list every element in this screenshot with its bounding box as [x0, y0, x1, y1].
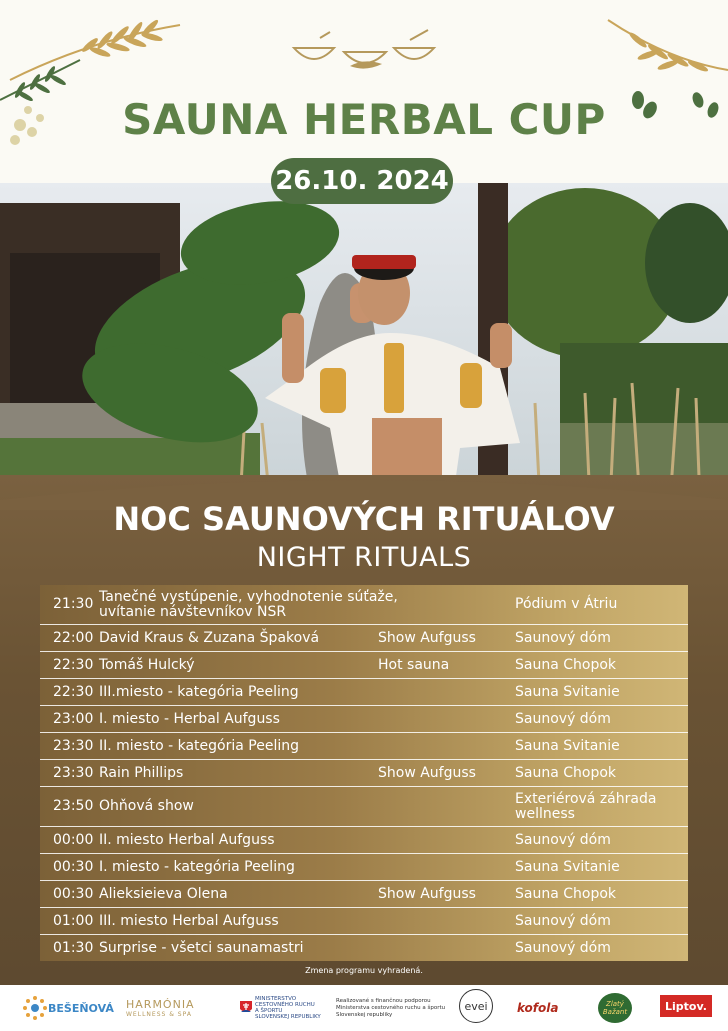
schedule-table [40, 585, 688, 961]
schedule-time: 21:30 [53, 596, 94, 612]
ministry-logo-text: MINISTERSTVO CESTOVNÉHO RUCHU A ŠPORTU SLOVENSKEJ REPUBLIKY [255, 996, 321, 1020]
schedule-event: II. miesto - kategória Peeling [99, 737, 299, 754]
schedule-event: Tanečné vystúpenie, vyhodnotenie súťaže, uvítanie návštevníkov NSR [99, 588, 398, 620]
sun-icon [22, 995, 48, 1021]
schedule-time: 00:30 [53, 885, 94, 902]
schedule-row [40, 706, 688, 733]
schedule-time: 22:30 [53, 683, 94, 700]
schedule-time: 23:00 [53, 710, 94, 727]
schedule-type [378, 733, 508, 759]
schedule-event: III.miesto - kategória Peeling [99, 683, 299, 700]
funding-note: Realizované s finančnou podporou Ministerstva cestovného ruchu a športu Slovenskej republiky [336, 997, 446, 1018]
schedule-row [40, 760, 688, 787]
section-title: NOC SAUNOVÝCH RITUÁLOV [113, 500, 615, 538]
schedule-row [40, 827, 688, 854]
schedule-place: Sauna Chopok [515, 764, 617, 781]
schedule-type [378, 585, 508, 624]
ministry-logo [240, 985, 332, 1031]
kofola-logo: kofola [517, 1001, 559, 1015]
schedule-type [378, 908, 508, 934]
evei-logo: evei [459, 989, 493, 1023]
besenova-logo [22, 985, 114, 1031]
schedule-place: Sauna Chopok [515, 656, 617, 673]
schedule-time: 00:00 [53, 831, 94, 848]
program-change-notice: Zmena programu vyhradená. [305, 966, 423, 975]
schedule-place: Saunový dóm [515, 831, 611, 848]
schedule-event: Ohňová show [99, 798, 194, 814]
schedule-place: Sauna Svitanie [515, 737, 620, 754]
schedule-row [40, 625, 688, 652]
schedule-time: 23:50 [53, 798, 94, 814]
schedule-row [40, 733, 688, 760]
schedule-event: II. miesto Herbal Aufguss [99, 831, 275, 848]
schedule-event: I. miesto - kategória Peeling [99, 858, 295, 875]
schedule-time: 22:30 [53, 656, 94, 673]
schedule-event: Rain Phillips [99, 764, 184, 781]
schedule-type [378, 935, 508, 961]
schedule-time: 00:30 [53, 858, 94, 875]
schedule-time: 23:30 [53, 737, 94, 754]
schedule-type [378, 706, 508, 732]
schedule-type: Show Aufguss [378, 885, 476, 902]
schedule-type: Hot sauna [378, 656, 450, 673]
schedule-type: Show Aufguss [378, 629, 476, 646]
schedule-row [40, 854, 688, 881]
schedule-type [378, 854, 508, 880]
harmonia-logo-subtext: WELLNESS & SPA [126, 1011, 192, 1018]
schedule-event: III. miesto Herbal Aufguss [99, 912, 279, 929]
liptov-logo: Liptov. [660, 995, 712, 1017]
schedule-row [40, 881, 688, 908]
schedule-time: 23:30 [53, 764, 94, 781]
schedule-time: 01:00 [53, 912, 94, 929]
schedule-type [378, 679, 508, 705]
schedule-place: Sauna Chopok [515, 885, 617, 902]
herb-bowls-icon [290, 28, 440, 76]
schedule-row [40, 652, 688, 679]
schedule-type [378, 787, 508, 826]
zlaty-bazant-logo: Zlatý Bažant [598, 993, 632, 1023]
schedule-place: Saunový dóm [515, 939, 611, 956]
schedule-place: Sauna Svitanie [515, 683, 620, 700]
schedule-place: Saunový dóm [515, 912, 611, 929]
schedule-row [40, 585, 688, 625]
schedule-place: Sauna Svitanie [515, 858, 620, 875]
schedule-row [40, 679, 688, 706]
schedule-event: David Kraus & Zuzana Špaková [99, 629, 320, 646]
schedule-event: Tomáš Hulcký [99, 656, 195, 673]
schedule-place: Saunový dóm [515, 710, 611, 727]
event-date-badge: 26.10. 2024 [271, 158, 453, 204]
schedule-time: 01:30 [53, 939, 94, 956]
schedule-event: I. miesto - Herbal Aufguss [99, 710, 280, 727]
schedule-event: Surprise - všetci saunamastri [99, 939, 304, 956]
page-title: SAUNA HERBAL CUP [122, 95, 606, 144]
schedule-row [40, 908, 688, 935]
besenova-logo-text: BEŠEŇOVÁ [48, 1001, 114, 1015]
schedule-row [40, 935, 688, 961]
harmonia-logo-text: HARMÓNIA [126, 998, 195, 1011]
section-subtitle: NIGHT RITUALS [256, 542, 472, 573]
schedule-place: Exteriérová záhrada wellness [515, 790, 657, 822]
harmonia-logo [126, 985, 195, 1031]
schedule-time: 22:00 [53, 629, 94, 646]
coat-of-arms-icon [240, 1001, 252, 1015]
hero-photo [0, 183, 728, 503]
sponsor-footer [0, 985, 728, 1031]
schedule-type: Show Aufguss [378, 764, 476, 781]
schedule-row [40, 787, 688, 827]
schedule-place: Saunový dóm [515, 629, 611, 646]
schedule-event: Alieksieieva Olena [99, 885, 228, 902]
schedule-place: Pódium v Átriu [515, 596, 618, 612]
schedule-type [378, 827, 508, 853]
